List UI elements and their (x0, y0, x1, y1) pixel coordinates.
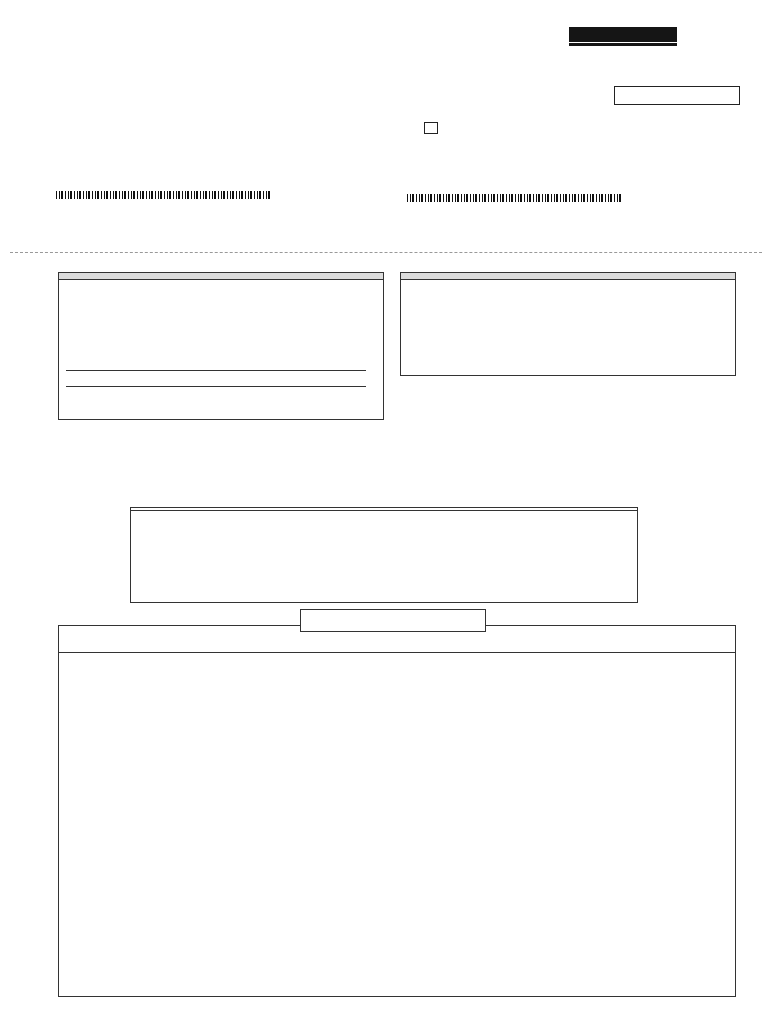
summary-title (59, 273, 383, 280)
umb-logo (566, 26, 680, 48)
payment-info-box (400, 272, 736, 376)
divider (66, 370, 366, 371)
perforation-line (10, 252, 762, 253)
transaction-title (300, 609, 486, 632)
postal-barcode (56, 191, 272, 199)
header-divider (58, 652, 736, 653)
payment-info-title (401, 273, 735, 280)
amount-enclosed-field[interactable] (614, 86, 740, 105)
divider (66, 386, 366, 387)
address-change-checkbox[interactable] (424, 122, 438, 134)
postal-barcode (407, 194, 623, 202)
reward-summary-title (131, 508, 637, 511)
summary-box (58, 272, 384, 420)
reward-summary-box (130, 507, 638, 603)
transaction-table (58, 625, 736, 997)
